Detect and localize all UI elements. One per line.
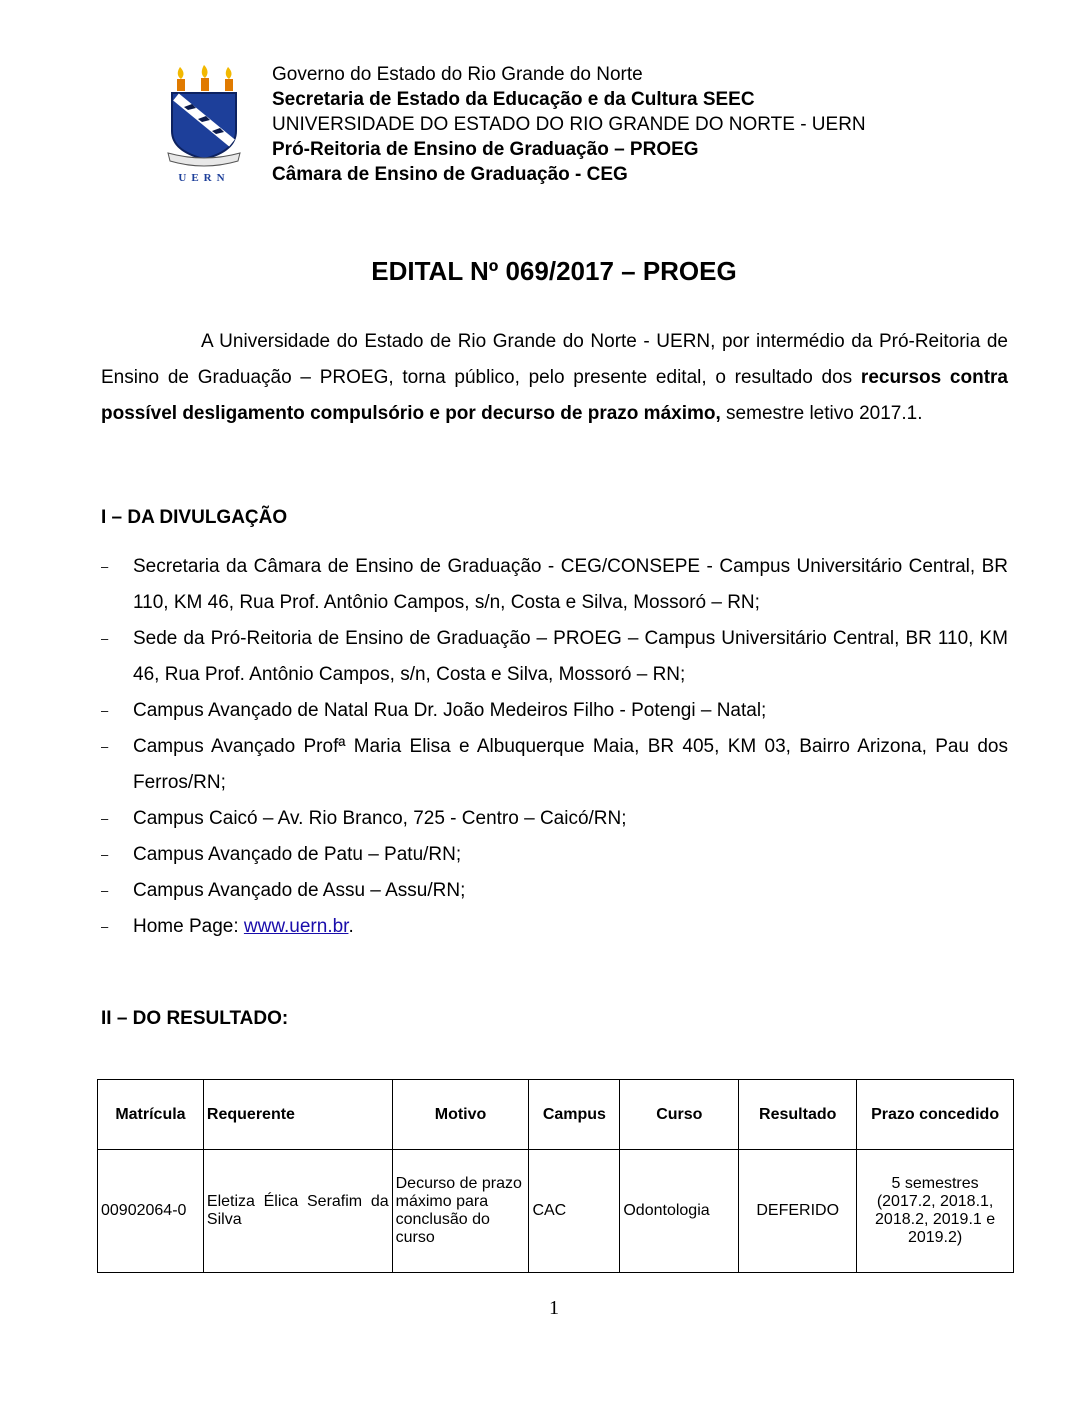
institution-header xyxy=(272,62,866,187)
bullet-dash: – xyxy=(101,811,109,826)
cell-resultado: DEFERIDO xyxy=(739,1150,857,1273)
list-item-text: Campus Avançado de Patu – Patu/RN; xyxy=(133,844,462,865)
torch-icon xyxy=(225,67,233,91)
bullet-dash: – xyxy=(101,559,109,574)
column-header-curso: Curso xyxy=(620,1080,739,1150)
intro-text-end: semestre letivo 2017.1. xyxy=(720,403,923,424)
cell-requerente: Eletiza Élica Serafim da Silva xyxy=(203,1150,392,1273)
cell-campus: CAC xyxy=(529,1150,620,1273)
list-item-text: Sede da Pró-Reitoria de Ensino de Graduação – PROEG – Campus Universitário Central, BR 110, KM 46, Rua Prof. Antônio Campos, s/n, Costa e Silva, Mossoró – RN; xyxy=(133,628,1008,685)
torch-icon xyxy=(201,65,209,91)
svg-text:UERN: UERN xyxy=(178,172,230,184)
list-item xyxy=(101,729,1008,801)
list-item xyxy=(101,837,1008,873)
cell-prazo: 5 semestres (2017.2, 2018.1, 2018.2, 2019.1 e 2019.2) xyxy=(857,1150,1014,1273)
list-item xyxy=(101,693,1008,729)
cell-motivo: Decurso de prazo máximo para conclusão do curso xyxy=(392,1150,529,1273)
bullet-dash: – xyxy=(101,703,109,718)
section-heading-divulgacao: I – DA DIVULGAÇÃO xyxy=(101,507,288,528)
torch-icon xyxy=(177,67,185,91)
homepage-period: . xyxy=(348,916,354,937)
bullet-dash: – xyxy=(101,883,109,898)
list-item-text: Campus Avançado de Natal Rua Dr. João Medeiros Filho - Potengi – Natal; xyxy=(133,700,767,721)
divulgacao-list xyxy=(101,549,1008,945)
list-item xyxy=(101,621,1008,693)
column-header-resultado: Resultado xyxy=(739,1080,857,1150)
list-item xyxy=(101,801,1008,837)
header-line-government: Governo do Estado do Rio Grande do Norte xyxy=(272,64,643,85)
cell-curso: Odontologia xyxy=(620,1150,739,1273)
bullet-dash: – xyxy=(101,631,109,646)
homepage-link[interactable]: www.uern.br xyxy=(243,916,349,937)
table-row xyxy=(98,1150,1014,1273)
document-title: EDITAL Nº 069/2017 – PROEG xyxy=(371,256,737,286)
list-item-text: Campus Avançado de Assu – Assu/RN; xyxy=(133,880,466,901)
bullet-dash: – xyxy=(101,847,109,862)
header-line-university: UNIVERSIDADE DO ESTADO DO RIO GRANDE DO NORTE - UERN xyxy=(272,114,866,135)
column-header-prazo: Prazo concedido xyxy=(857,1080,1014,1150)
intro-paragraph xyxy=(101,324,1008,432)
header-line-secretaria: Secretaria de Estado da Educação e da Cultura SEEC xyxy=(272,89,755,110)
intro-text-start: A Universidade do Estado de Rio Grande do Norte - UERN, por intermédio da Pró-Reitoria de Ensino de Graduação – PROEG, torna público, pelo presente edital, o resultado dos xyxy=(101,331,1008,388)
column-header-matricula: Matrícula xyxy=(98,1080,204,1150)
results-table xyxy=(97,1079,1014,1273)
cell-matricula: 00902064-0 xyxy=(98,1150,204,1273)
table-header-row xyxy=(98,1080,1014,1150)
list-item-homepage xyxy=(101,909,1008,945)
page-number: 1 xyxy=(549,1297,559,1319)
column-header-campus: Campus xyxy=(529,1080,620,1150)
header-line-proeg: Pró-Reitoria de Ensino de Graduação – PROEG xyxy=(272,139,699,160)
bullet-dash: – xyxy=(101,919,109,934)
list-item xyxy=(101,873,1008,909)
bullet-dash: – xyxy=(101,739,109,754)
uern-logo xyxy=(166,63,242,185)
list-item-text: Campus Avançado Profª Maria Elisa e Albuquerque Maia, BR 405, KM 03, Bairro Arizona, Pau dos Ferros/RN; xyxy=(133,736,1008,793)
header-line-ceg: Câmara de Ensino de Graduação - CEG xyxy=(272,164,628,185)
homepage-label: Home Page: xyxy=(133,916,244,937)
list-item-text: Secretaria da Câmara de Ensino de Graduação - CEG/CONSEPE - Campus Universitário Central, BR 110, KM 46, Rua Prof. Antônio Campos, s/n, Costa e Silva, Mossoró – RN; xyxy=(133,556,1008,613)
section-heading-resultado: II – DO RESULTADO: xyxy=(101,1008,289,1029)
column-header-requerente: Requerente xyxy=(203,1080,392,1150)
list-item-text: Campus Caicó – Av. Rio Branco, 725 - Centro – Caicó/RN; xyxy=(133,808,627,829)
column-header-motivo: Motivo xyxy=(392,1080,529,1150)
intro-text-bold: recursos contra possível desligamento compulsório e por decurso de prazo máximo, xyxy=(101,367,1008,424)
list-item xyxy=(101,549,1008,621)
